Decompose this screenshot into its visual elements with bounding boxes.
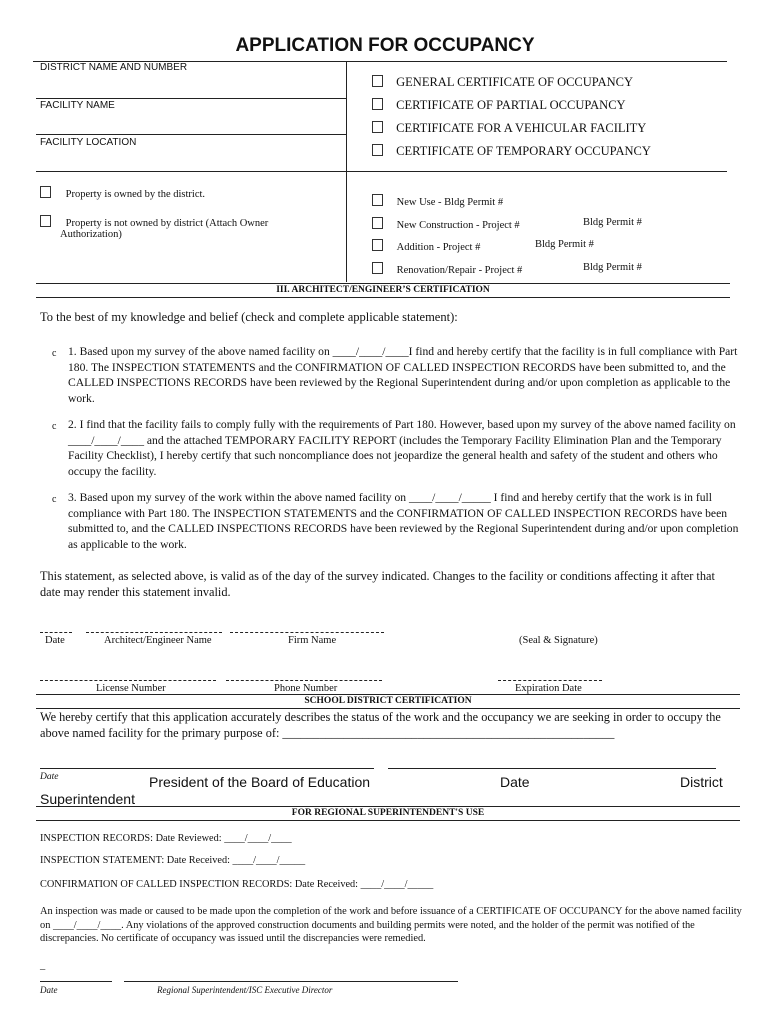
statement1-checkbox[interactable]: c <box>52 348 57 359</box>
inspection-paragraph: An inspection was made or caused to be made upon the completion of the work and before issuance of a CERTIFICATE OF OCCUPANCY for the above named facility on ____/____/____. Any violations of the approved construction documents and building permits were noted, and the holder of the permit was notified of the discrepancies. No certificate of occupancy was issued until the discrepancies were remedied. <box>40 906 742 944</box>
permit-new-construction-label: New Construction - Project # <box>396 220 520 231</box>
superintendent-label: Superintendent <box>40 791 135 807</box>
regional-dash: _ <box>40 960 46 971</box>
regional-top-rule <box>36 806 740 807</box>
firm-name-label: Firm Name <box>288 635 337 646</box>
confirmation-line[interactable]: CONFIRMATION OF CALLED INSPECTION RECORDS: Date Received: ____/____/_____ <box>40 879 434 890</box>
seal-label: (Seal & Signature) <box>519 635 598 646</box>
not-owned-checkbox[interactable] <box>40 215 51 227</box>
phone-line[interactable] <box>226 680 382 681</box>
school-district-text: We hereby certify that this application accurately describes the status of the work and the occupancy we are seeking in order to occupy the above named facility for the primary purpose of: ______________________________________________________ <box>40 710 721 740</box>
cert-partial-checkbox[interactable] <box>372 98 383 110</box>
cert-temporary <box>372 144 651 159</box>
permit-renovation <box>372 262 522 276</box>
facility-name-label: FACILITY NAME <box>40 100 115 111</box>
permit-addition-label: Addition - Project # <box>396 242 481 253</box>
school-date2-label: Date <box>500 774 530 790</box>
expiration-label: Expiration Date <box>515 683 582 694</box>
statement2-checkbox[interactable]: c <box>52 421 57 432</box>
school-top-rule <box>36 694 740 695</box>
director-label: Regional Superintendent/ISC Executive Director <box>157 985 333 995</box>
renovation-bldg-permit-label: Bldg Permit # <box>583 262 642 273</box>
permit-renovation-checkbox[interactable] <box>372 262 383 274</box>
not-owned-label: Property is not owned by district (Attach Owner <box>65 218 269 229</box>
license-label: License Number <box>96 683 166 694</box>
license-line[interactable] <box>40 680 216 681</box>
regional-header: FOR REGIONAL SUPERINTENDENT'S USE <box>291 808 485 818</box>
owned-checkbox[interactable] <box>40 186 51 198</box>
superintendent-sign-line[interactable] <box>388 768 716 769</box>
owned-label: Property is owned by the district. <box>65 189 206 200</box>
director-sign-line[interactable] <box>124 981 458 982</box>
regional-date-line[interactable] <box>40 981 112 982</box>
permit-new-use-label: New Use - Bldg Permit # <box>396 197 504 208</box>
addition-bldg-permit-label: Bldg Permit # <box>535 239 594 250</box>
permit-new-construction-checkbox[interactable] <box>372 217 383 229</box>
arch-name-line[interactable] <box>86 632 222 633</box>
cert-general <box>372 75 633 90</box>
cert-general-checkbox[interactable] <box>372 75 383 87</box>
facility-name-field[interactable] <box>36 134 346 135</box>
expiration-line[interactable] <box>498 680 602 681</box>
president-label: President of the Board of Education <box>149 774 371 790</box>
cert-temporary-checkbox[interactable] <box>372 144 383 156</box>
statement3-checkbox[interactable]: c <box>52 494 57 505</box>
permit-new-construction <box>372 217 520 231</box>
inspection-records-line[interactable]: INSPECTION RECORDS: Date Reviewed: ____/____/____ <box>40 833 292 844</box>
regional-bottom-rule <box>36 820 740 821</box>
district-name-label: DISTRICT NAME AND NUMBER <box>40 62 188 73</box>
page-title: APPLICATION FOR OCCUPANCY <box>235 35 535 56</box>
arch-date-line[interactable] <box>40 632 72 633</box>
cert-general-label: GENERAL CERTIFICATE OF OCCUPANCY <box>396 75 634 89</box>
cert-vehicular <box>372 121 646 136</box>
section3-bottom-rule <box>36 297 730 298</box>
firm-name-line[interactable] <box>230 632 384 633</box>
district-name-field[interactable] <box>36 98 346 99</box>
inspection-statement-line[interactable]: INSPECTION STATEMENT: Date Received: ____/____/_____ <box>40 855 306 866</box>
validity-text: This statement, as selected above, is valid as of the day of the survey indicated. Changes to the facility or conditions affecting it after that date may render this statement invalid. <box>40 569 715 599</box>
arch-date-label: Date <box>45 635 65 646</box>
facility-location-label: FACILITY LOCATION <box>40 137 137 148</box>
cert-partial <box>372 98 626 113</box>
statement1-text: 1. Based upon my survey of the above named facility on ____/____/____I find and hereby certify that the facility is in full compliance with Part 180. The INSPECTION STATEMENTS and the CONFIRMATION OF CALLED INSPECTION RECORDS have been submitted to, and the CALLED INSPECTIONS RECORDS have been reviewed by the Regional Superintendent during and/or upon completion as applicable to the work. <box>68 345 738 405</box>
owned-option <box>40 186 205 200</box>
school-district-header: SCHOOL DISTRICT CERTIFICATION <box>304 696 472 706</box>
permit-addition-checkbox[interactable] <box>372 239 383 251</box>
district-label: District <box>680 774 723 790</box>
statement2-text: 2. I find that the facility fails to comply fully with the requirements of Part 180. However, based upon my survey of the above named facility on ____/____/____ and the attached TEMPORARY FACILITY REPORT (includes the Temporary Facility Elimination Plan and the Temporary Facility Checklist), I hereby certify that such noncompliance does not jeopardize the general health and safety of the student and others who occupy the facility. <box>68 418 736 478</box>
permit-new-use <box>372 194 503 208</box>
cert-temporary-label: CERTIFICATE OF TEMPORARY OCCUPANCY <box>396 144 651 158</box>
permit-addition <box>372 239 480 253</box>
header-divider <box>346 61 347 171</box>
section3-header: III. ARCHITECT/ENGINEER’S CERTIFICATION <box>276 285 490 295</box>
cert-partial-label: CERTIFICATE OF PARTIAL OCCUPANCY <box>396 98 626 112</box>
permit-renovation-label: Renovation/Repair - Project # <box>396 265 523 276</box>
mid-divider <box>346 171 347 282</box>
section3-top-rule <box>36 283 730 284</box>
header-bottom-rule <box>36 171 727 172</box>
not-owned-option <box>40 215 268 229</box>
section3-intro: To the best of my knowledge and belief (check and complete applicable statement): <box>40 310 458 324</box>
phone-label: Phone Number <box>274 683 338 694</box>
statement3-text: 3. Based upon my survey of the work within the above named facility on ____/____/_____ I find and hereby certify that the work is in full compliance with Part 180. The INSPECTION STATEMENTS and the CONFIRMATION OF CALLED INSPECTION RECORDS have been submitted to, and the CALLED INSPECTIONS RECORDS have been reviewed by the Regional Superintendent during and/or upon completion as applicable to the work. <box>68 491 739 551</box>
new-construction-bldg-permit-label: Bldg Permit # <box>583 217 642 228</box>
school-date-label: Date <box>40 772 59 782</box>
president-sign-line[interactable] <box>40 768 374 769</box>
regional-date-label: Date <box>40 985 58 995</box>
cert-vehicular-label: CERTIFICATE FOR A VEHICULAR FACILITY <box>396 121 647 135</box>
permit-new-use-checkbox[interactable] <box>372 194 383 206</box>
cert-vehicular-checkbox[interactable] <box>372 121 383 133</box>
arch-name-label: Architect/Engineer Name <box>104 635 212 646</box>
not-owned-label-2: Authorization) <box>60 229 122 240</box>
